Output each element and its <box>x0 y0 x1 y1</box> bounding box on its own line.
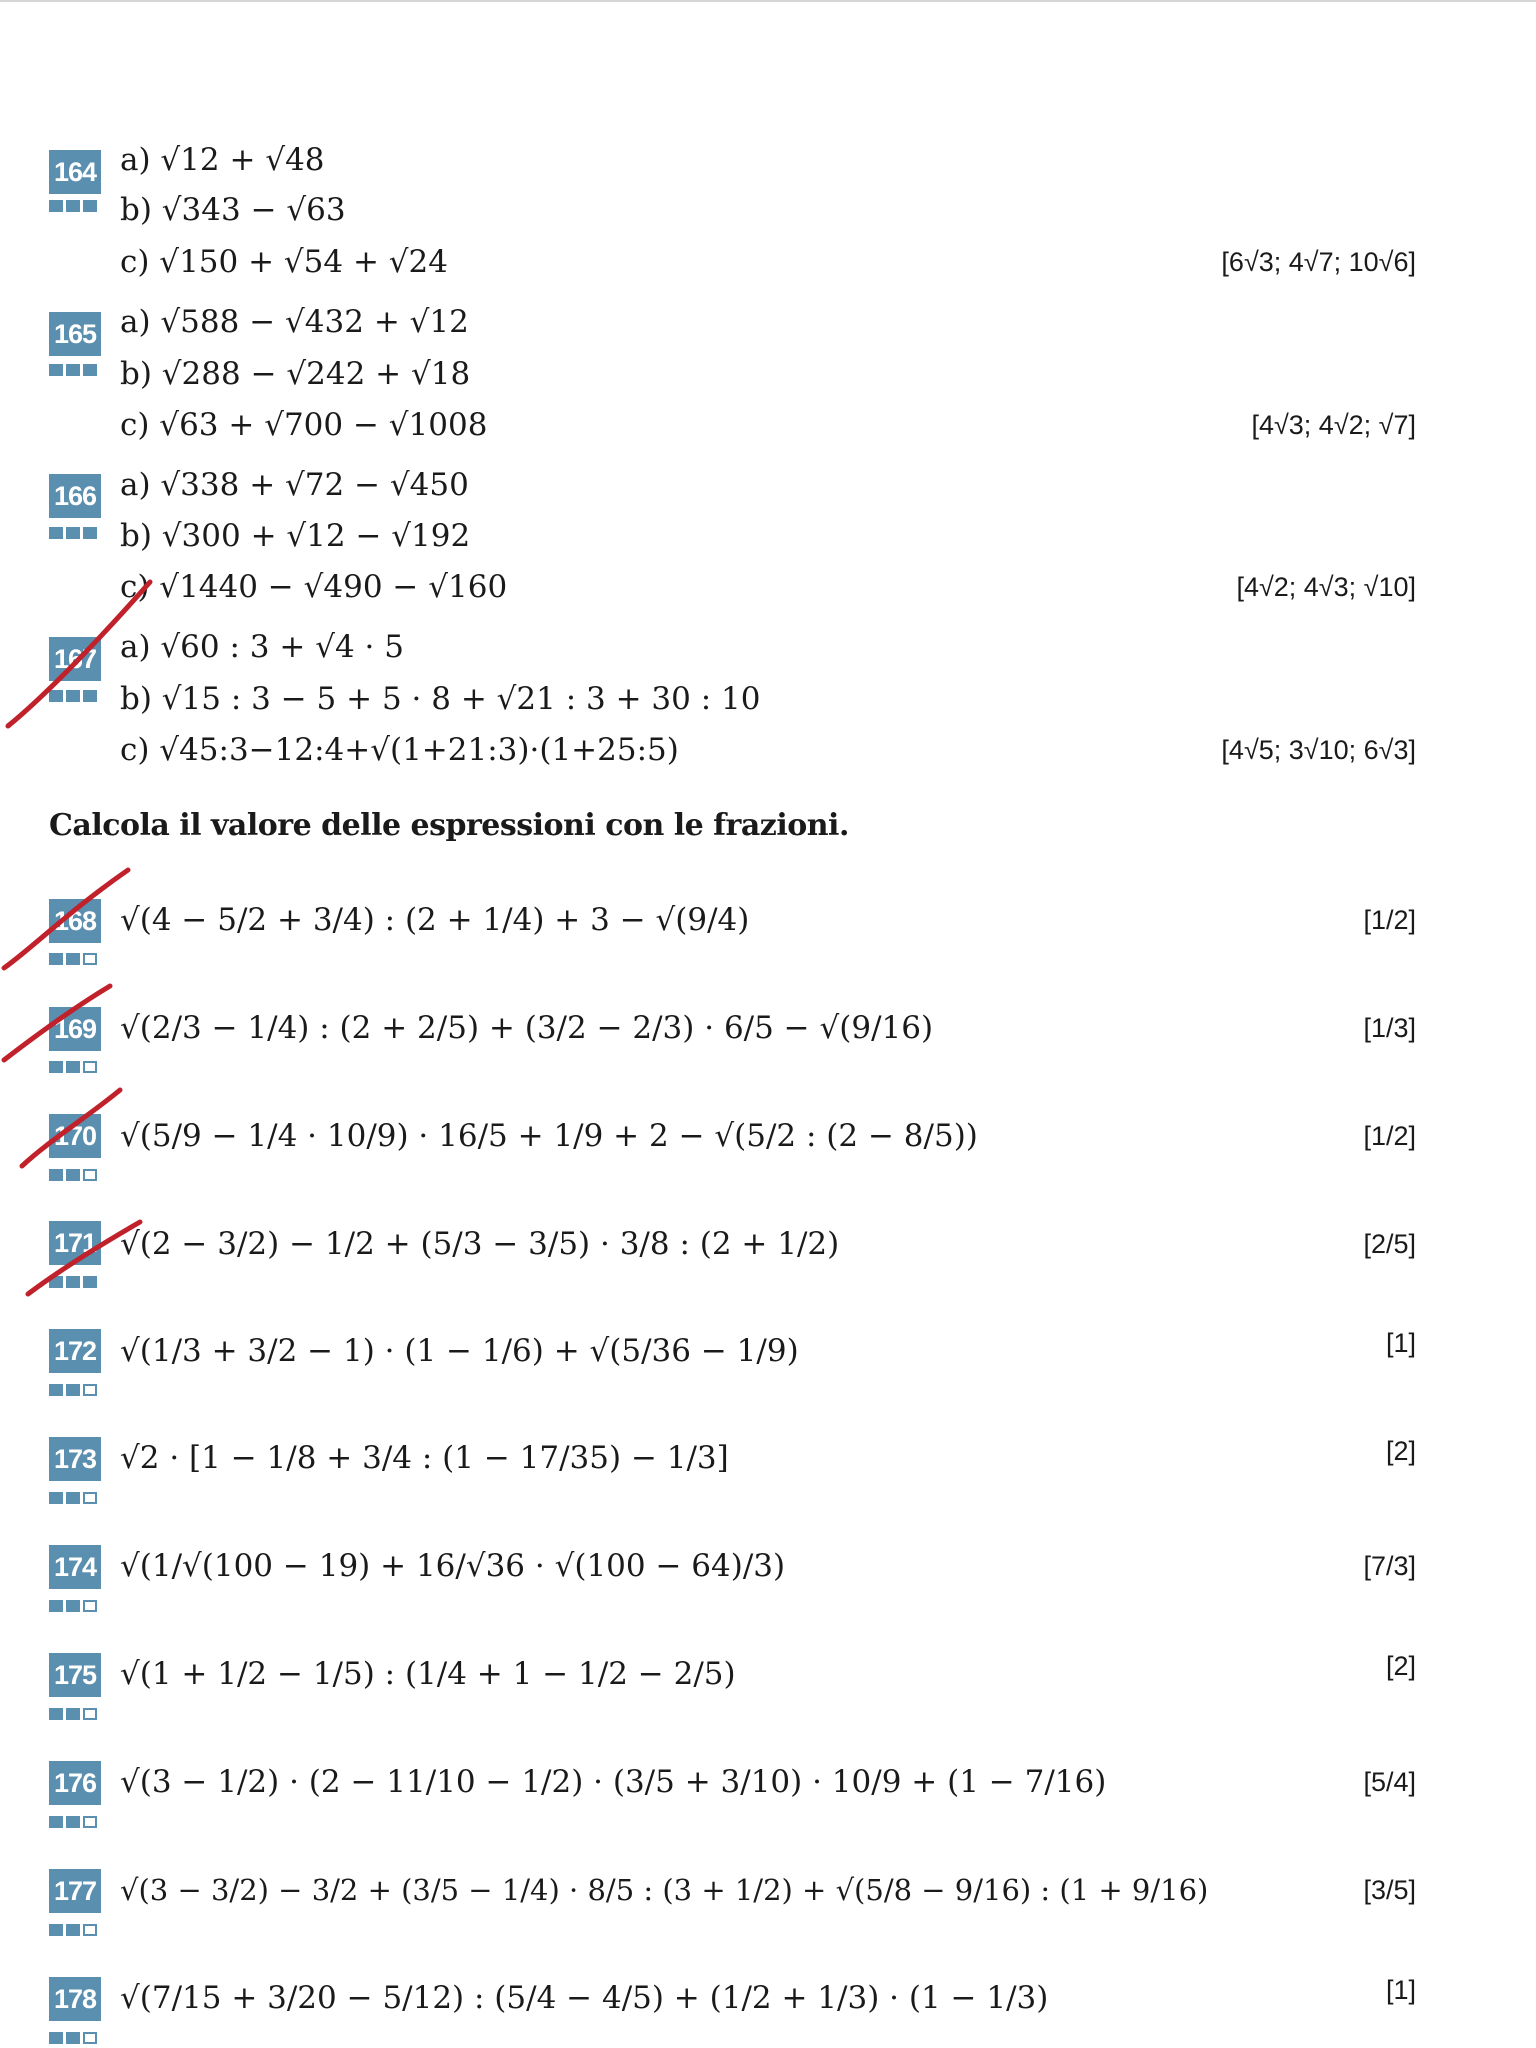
answer-175: [2] <box>1385 1651 1416 1681</box>
exercise-number-176: 176 <box>49 1761 101 1805</box>
exercise-number-164: 164 <box>49 150 101 194</box>
difficulty-indicator <box>49 1169 97 1181</box>
top-border <box>0 0 1536 2</box>
exercise-number-178: 178 <box>49 1977 101 2021</box>
answer-171: [2/5] <box>1363 1229 1416 1259</box>
exercise-164-a: a) √12 + √48 <box>120 142 325 178</box>
difficulty-indicator <box>49 1384 97 1396</box>
exercise-169-expression: √(2/3 − 1/4) : (2 + 2/5) + (3/2 − 2/3) · 6/5 − √(9/16) <box>120 1010 934 1046</box>
exercise-164-c: c) √150 + √54 + √24 <box>120 244 448 280</box>
answer-166: [4√2; 4√3; √10] <box>1236 572 1416 602</box>
exercise-number-169: 169 <box>49 1007 101 1051</box>
exercise-176-expression: √(3 − 1/2) · (2 − 11/10 − 1/2) · (3/5 + 3/10) · 10/9 + (1 − 7/16) <box>120 1764 1107 1800</box>
difficulty-indicator <box>49 690 97 702</box>
exercise-166-a: a) √338 + √72 − √450 <box>120 467 469 503</box>
section-heading: Calcola il valore delle espressioni con le frazioni. <box>49 808 849 843</box>
answer-169: [1/3] <box>1363 1013 1416 1043</box>
exercise-number-167: 167 <box>49 637 101 681</box>
exercise-164-b: b) √343 − √63 <box>120 192 346 228</box>
difficulty-indicator <box>49 364 97 376</box>
exercise-167-b: b) √15 : 3 − 5 + 5 · 8 + √21 : 3 + 30 : 10 <box>120 681 761 717</box>
exercise-number-170: 170 <box>49 1114 101 1158</box>
exercise-number-171: 171 <box>49 1221 101 1265</box>
exercise-number-173: 173 <box>49 1437 101 1481</box>
exercise-177-expression: √(3 − 3/2) − 3/2 + (3/5 − 1/4) · 8/5 : (3 + 1/2) + √(5/8 − 9/16) : (1 + 9/16) <box>120 1873 1209 1907</box>
exercise-167-a: a) √60 : 3 + √4 · 5 <box>120 629 404 665</box>
exercise-165-b: b) √288 − √242 + √18 <box>120 356 471 392</box>
answer-167: [4√5; 3√10; 6√3] <box>1221 735 1416 765</box>
difficulty-indicator <box>49 1492 97 1504</box>
answer-178: [1] <box>1385 1975 1416 2005</box>
difficulty-indicator <box>49 953 97 965</box>
exercise-175-expression: √(1 + 1/2 − 1/5) : (1/4 + 1 − 1/2 − 2/5) <box>120 1656 736 1692</box>
answer-168: [1/2] <box>1363 905 1416 935</box>
exercise-number-166: 166 <box>49 474 101 518</box>
answer-177: [3/5] <box>1363 1875 1416 1905</box>
answer-170: [1/2] <box>1363 1121 1416 1151</box>
exercise-number-172: 172 <box>49 1329 101 1373</box>
difficulty-indicator <box>49 200 97 212</box>
exercise-174-expression: √(1/√(100 − 19) + 16/√36 · √(100 − 64)/3) <box>120 1548 786 1584</box>
difficulty-indicator <box>49 527 97 539</box>
difficulty-indicator <box>49 1708 97 1720</box>
exercise-171-expression: √(2 − 3/2) − 1/2 + (5/3 − 3/5) · 3/8 : (2 + 1/2) <box>120 1226 840 1262</box>
exercise-number-168: 168 <box>49 899 101 943</box>
answer-176: [5/4] <box>1363 1767 1416 1797</box>
answer-164: [6√3; 4√7; 10√6] <box>1221 247 1416 277</box>
answer-165: [4√3; 4√2; √7] <box>1251 410 1416 440</box>
exercise-number-177: 177 <box>49 1869 101 1913</box>
exercise-166-b: b) √300 + √12 − √192 <box>120 518 471 554</box>
exercise-167-c: c) √45:3−12:4+√(1+21:3)·(1+25:5) <box>120 732 679 768</box>
difficulty-indicator <box>49 1816 97 1828</box>
exercise-number-165: 165 <box>49 312 101 356</box>
exercise-178-expression: √(7/15 + 3/20 − 5/12) : (5/4 − 4/5) + (1/2 + 1/3) · (1 − 1/3) <box>120 1980 1049 2016</box>
exercise-165-a: a) √588 − √432 + √12 <box>120 304 469 340</box>
answer-172: [1] <box>1385 1328 1416 1358</box>
exercise-170-expression: √(5/9 − 1/4 · 10/9) · 16/5 + 1/9 + 2 − √(5/2 : (2 − 8/5)) <box>120 1118 978 1154</box>
answer-173: [2] <box>1385 1436 1416 1466</box>
exercise-166-c: c) √1440 − √490 − √160 <box>120 569 508 605</box>
answer-174: [7/3] <box>1363 1551 1416 1581</box>
difficulty-indicator <box>49 1924 97 1936</box>
difficulty-indicator <box>49 1276 97 1288</box>
exercise-173-expression: √2 · [1 − 1/8 + 3/4 : (1 − 17/35) − 1/3] <box>120 1440 729 1476</box>
difficulty-indicator <box>49 1600 97 1612</box>
difficulty-indicator <box>49 1061 97 1073</box>
exercise-number-174: 174 <box>49 1545 101 1589</box>
exercise-number-175: 175 <box>49 1653 101 1697</box>
exercise-165-c: c) √63 + √700 − √1008 <box>120 407 488 443</box>
exercise-168-expression: √(4 − 5/2 + 3/4) : (2 + 1/4) + 3 − √(9/4) <box>120 902 750 938</box>
exercise-172-expression: √(1/3 + 3/2 − 1) · (1 − 1/6) + √(5/36 − 1/9) <box>120 1333 799 1369</box>
difficulty-indicator <box>49 2032 97 2044</box>
